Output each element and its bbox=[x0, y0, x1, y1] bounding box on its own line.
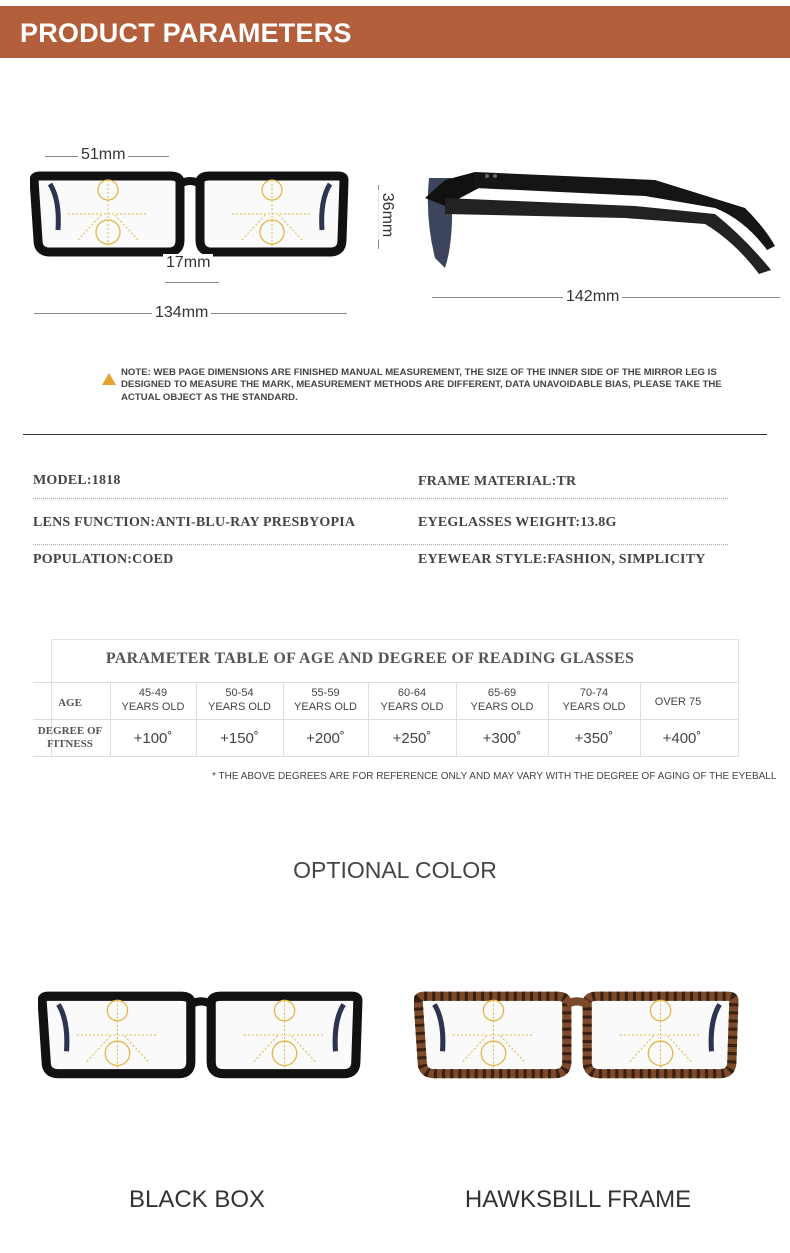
age-cell bbox=[196, 686, 283, 714]
degree-cell: +350˚ bbox=[574, 730, 614, 747]
section-divider bbox=[23, 434, 767, 435]
spec-model: MODEL:1818 bbox=[33, 473, 121, 488]
age-cell bbox=[283, 686, 368, 714]
table-title: PARAMETER TABLE OF AGE AND DEGREE OF READING GLASSES bbox=[105, 650, 635, 667]
degree-label-line2: FITNESS bbox=[47, 738, 93, 750]
spec-divider bbox=[33, 498, 728, 499]
hawksbill-frame-label: HAWKSBILL FRAME bbox=[464, 1186, 692, 1213]
age-range: 65-69 bbox=[487, 687, 517, 699]
age-unit: YEARS OLD bbox=[470, 701, 534, 713]
frame-width-label: 134mm bbox=[152, 304, 211, 322]
age-cell bbox=[548, 686, 640, 714]
table-footnote: * THE ABOVE DEGREES ARE FOR REFERENCE ONLY AND MAY VARY WITH THE DEGREE OF AGING OF THE EYEBALL bbox=[212, 771, 777, 782]
page-title: PRODUCT PARAMETERS bbox=[20, 18, 352, 48]
glasses-front-view bbox=[30, 170, 350, 260]
degree-label-line1: DEGREE OF bbox=[37, 725, 103, 737]
measurement-note: NOTE: WEB PAGE DIMENSIONS ARE FINISHED MANUAL MEASUREMENT, THE SIZE OF THE INNER SIDE OF THE MIRROR LEG IS DESIGNED TO MEASURE THE MARK, MEASUREMENT METHODS ARE DIFFERENT, DATA UNAVOIDABLE BIAS, PLEASE TAKE THE ACTUAL OBJECT AS THE STANDARD. bbox=[121, 367, 722, 403]
age-unit: YEARS OLD bbox=[562, 701, 626, 713]
table-rule bbox=[33, 756, 739, 757]
age-unit: YEARS OLD bbox=[294, 701, 357, 713]
age-range: 70-74 bbox=[579, 687, 609, 699]
black-frame-image bbox=[38, 990, 364, 1082]
bridge-line bbox=[165, 282, 219, 283]
age-unit: YEARS OLD bbox=[380, 701, 444, 713]
age-range: 60-64 bbox=[397, 687, 427, 699]
hawksbill-frame-image bbox=[414, 990, 740, 1082]
lens-height-label: 36mm bbox=[378, 190, 396, 240]
table-rule bbox=[33, 719, 739, 720]
table-rule bbox=[33, 682, 739, 683]
spec-divider bbox=[33, 544, 728, 545]
degree-cell: +300˚ bbox=[482, 730, 522, 747]
degree-cell: +200˚ bbox=[306, 730, 345, 747]
optional-color-title: OPTIONAL COLOR bbox=[293, 857, 497, 883]
spec-population: POPULATION:COED bbox=[33, 552, 174, 567]
bridge-label: 17mm bbox=[163, 254, 213, 272]
age-unit: YEARS OLD bbox=[208, 701, 271, 713]
spec-frame-material: FRAME MATERIAL:TR bbox=[418, 474, 577, 489]
age-cell bbox=[368, 686, 456, 714]
degree-cell: +100˚ bbox=[133, 730, 173, 747]
age-cell bbox=[640, 695, 716, 709]
age-range: 55-59 bbox=[311, 687, 340, 699]
age-row-label: AGE bbox=[58, 697, 82, 709]
warning-icon bbox=[102, 373, 116, 385]
spec-lens-function: LENS FUNCTION:ANTI-BLU-RAY PRESBYOPIA bbox=[33, 515, 356, 530]
age-cell bbox=[456, 686, 548, 714]
temple-length-label: 142mm bbox=[563, 288, 622, 306]
age-range: OVER 75 bbox=[654, 696, 702, 708]
degree-cell: +150˚ bbox=[220, 730, 259, 747]
degree-cell: +400˚ bbox=[662, 730, 702, 747]
header-banner bbox=[0, 6, 790, 58]
age-range: 50-54 bbox=[225, 687, 254, 699]
age-unit: YEARS OLD bbox=[121, 701, 185, 713]
black-box-label: BLACK BOX bbox=[128, 1186, 266, 1213]
spec-style: EYEWEAR STYLE:FASHION, SIMPLICITY bbox=[418, 552, 706, 567]
glasses-side-view bbox=[415, 158, 780, 278]
lens-width-label: 51mm bbox=[78, 146, 128, 164]
spec-weight: EYEGLASSES WEIGHT:13.8G bbox=[418, 515, 617, 530]
degree-cell: +250˚ bbox=[392, 730, 432, 747]
degree-row-label bbox=[30, 725, 110, 751]
age-cell bbox=[110, 686, 196, 714]
age-range: 45-49 bbox=[138, 687, 168, 699]
